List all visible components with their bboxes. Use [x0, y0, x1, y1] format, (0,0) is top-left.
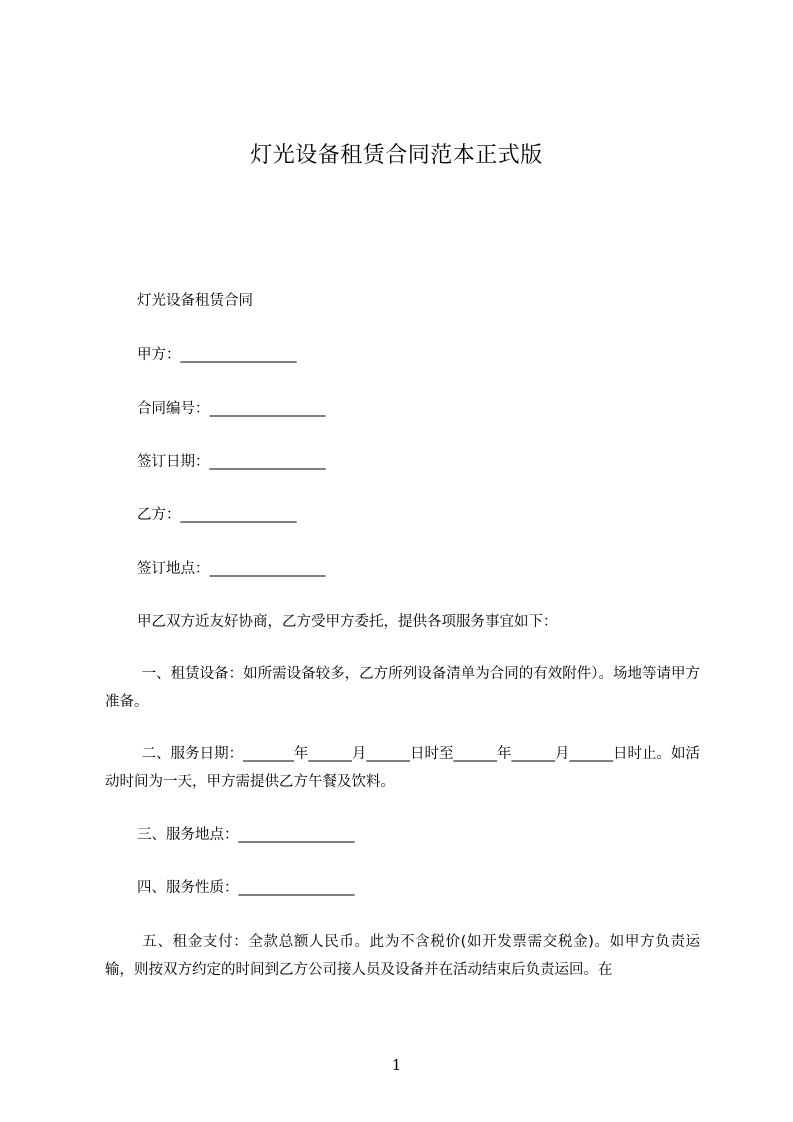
clause-1-rental-equipment: 一、租赁设备：如所需设备较多，乙方所列设备清单为合同的有效附件）。场地等请甲方准备。 — [105, 666, 701, 710]
signing-date-field: 签订日期：________________ — [137, 454, 326, 470]
signing-location-field: 签订地点：________________ — [137, 561, 326, 577]
party-b-field: 乙方：________________ — [137, 507, 297, 523]
clause-3-service-location: 三、服务地点：________________ — [137, 827, 355, 843]
contract-heading: 灯光设备租赁合同 — [137, 293, 253, 309]
clause-5-rent-payment: 五、租金支付：全款总额人民币。此为不含税价(如开发票需交税金)。如甲方负责运输，则按双方约定的时间到乙方公司接人员及设备并在活动结束后负责运回。在 — [105, 934, 701, 978]
page-number: 1 — [391, 1056, 402, 1074]
document-title: 灯光设备租赁合同范本正式版 — [250, 143, 543, 168]
party-a-field: 甲方：________________ — [137, 347, 297, 363]
preamble-paragraph: 甲乙双方近友好协商，乙方受甲方委托，提供各项服务事宜如下： — [137, 614, 558, 630]
clause-2-service-dates: 二、服务日期：_______年______月______日时至______年______月______日时止。如活动时间为一天，甲方需提供乙方午餐及饮料。 — [105, 746, 701, 790]
contract-number-field: 合同编号：________________ — [137, 401, 326, 417]
clause-4-service-nature: 四、服务性质：________________ — [137, 880, 355, 896]
